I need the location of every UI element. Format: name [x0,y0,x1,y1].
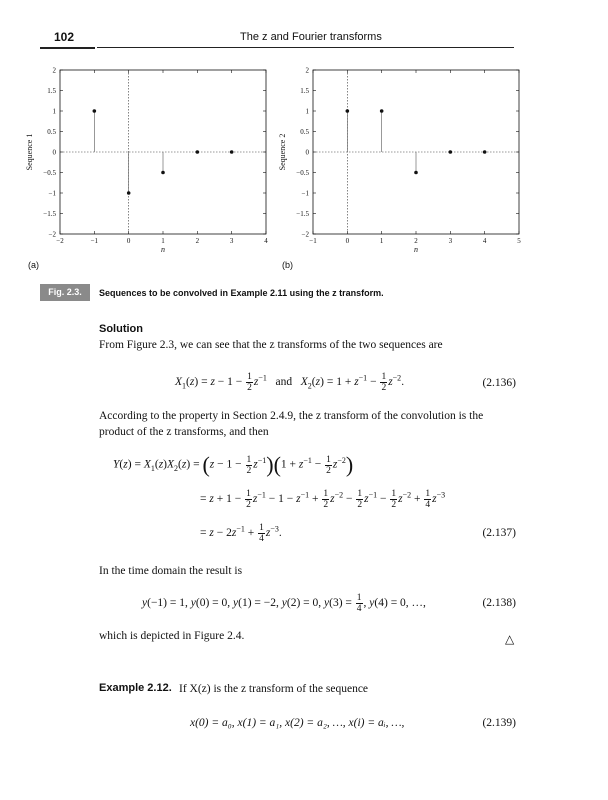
paragraph-1: From Figure 2.3, we can see that the z transforms of the two sequences are [99,339,443,351]
y-axis-label: Sequence 1 [25,133,34,171]
stem-marker [196,150,200,154]
stem-marker [414,171,418,175]
x-tick-label: 2 [414,237,418,245]
page-number: 102 [54,30,75,44]
equation-number-2-139: (2.139) [482,717,516,729]
x-axis-label: n [414,245,418,254]
y-tick-label: 1 [305,107,309,116]
plot-sequence-2 [275,62,535,262]
panel-b-label: (b) [282,260,293,270]
y-tick-label: 0.5 [47,128,56,136]
header-rule [97,47,514,48]
running-title: The z and Fourier transforms [240,31,382,43]
panel-a-label: (a) [28,260,39,270]
paragraph-3: In the time domain the result is [99,565,243,577]
paragraph-4: which is depicted in Figure 2.4. [99,630,245,642]
y-axis-label: Sequence 2 [278,133,287,171]
y-tick-label: 0.5 [300,128,309,136]
x-tick-label: −1 [309,237,317,245]
example-text: If X(z) is the z transform of the sequence [179,683,369,695]
x-tick-label: 1 [161,237,165,245]
y-tick-label: −2 [301,230,309,239]
paragraph-2: According to the property in Section 2.4.9, the z transform of the convolution is the product of the z transforms, and then [99,410,484,438]
stem-marker [230,150,234,154]
y-tick-label: 1.5 [300,87,309,95]
y-tick-label: −1.5 [296,210,309,218]
y-tick-label: 2 [305,66,309,75]
x-tick-label: 3 [229,237,234,245]
equation-2-137-line-3: = $z - 2z^{-1}$ + $\frac{1}{4}$ $z^{-3}$. [200,523,282,544]
equation-number-2-137: (2.137) [482,527,516,539]
stem-marker [127,191,131,195]
solution-heading: Solution [99,323,143,335]
equation-2-139: x(0) = a₀, x(1) = a₁, x(2) = a₂, …, x(i) = aᵢ, …, [190,717,405,729]
example-heading: Example 2.12. [99,682,172,694]
x-tick-label: −2 [56,237,64,245]
header-rule-thick [40,47,95,49]
y-tick-label: −2 [48,230,56,239]
y-tick-label: −1.5 [43,210,56,218]
x-tick-label: 5 [517,237,521,245]
figure-caption: Sequences to be convolved in Example 2.11 using the z transform. [99,288,384,298]
x-tick-label: −1 [90,237,99,245]
y-tick-label: 2 [52,66,56,75]
y-tick-label: −0.5 [43,169,56,177]
y-tick-label: 1 [52,107,56,116]
end-of-example-mark: △ [505,632,515,646]
x-tick-label: 4 [264,237,268,245]
y-tick-label: −0.5 [296,169,309,177]
x-axis-label: n [161,245,165,254]
y-tick-label: 0 [52,148,56,157]
equation-2-136: $X_1(z) = z - 1$ − $\frac{1}{2}$ $z^{-1}$ and $X_2(z) = 1 + z^{-1}$ − $\frac{1}{2}$ $z^{-2}$. [175,372,405,393]
stem-marker [380,109,384,113]
stem-marker [161,171,165,175]
stem-marker [483,150,487,154]
stem-marker [346,109,350,113]
y-tick-label: −1 [48,189,56,198]
x-tick-label: 1 [379,237,384,245]
equation-2-137-line-1: $Y(z) = X_1(z)X_2(z) = (z - 1$ − $\frac{1}{2}$ $z^{-1})(1 + z^{-1}$ − $\frac{1}{2}$ $z^{-2}$) [113,452,354,477]
equation-2-138: y(−1) = 1, y(0) = 0, y(1) = −2, y(2) = 0, y(3) = $\frac{1}{4}$ , y(4) = 0, …, [142,593,426,614]
equation-number-2-138: (2.138) [482,597,516,609]
x-tick-label: 3 [448,237,453,245]
stem-marker [93,109,97,113]
x-tick-label: 0 [126,237,131,245]
plot-sequence-1 [22,62,282,262]
y-tick-label: 0 [305,148,309,157]
x-tick-label: 4 [482,237,487,245]
equation-number-2-136: (2.136) [482,377,516,389]
y-tick-label: −1 [301,189,309,198]
equation-2-137-line-2: = z + 1 − $\frac{1}{2}$ $z^{-1} - 1 - z^{-1}$ + $\frac{1}{2}$ $z^{-2}$ − $\frac{1}{2}$ $z^{-1}$ − $\frac{1}{2}$ $z^{-2}$ + $\frac{1}{4}$ $z^{-3}$ [200,489,446,510]
stem-marker [449,150,453,154]
x-tick-label: 2 [195,237,200,245]
y-tick-label: 1.5 [47,87,56,95]
figure-badge: Fig. 2.3. [40,284,90,301]
x-tick-label: 0 [345,237,350,245]
